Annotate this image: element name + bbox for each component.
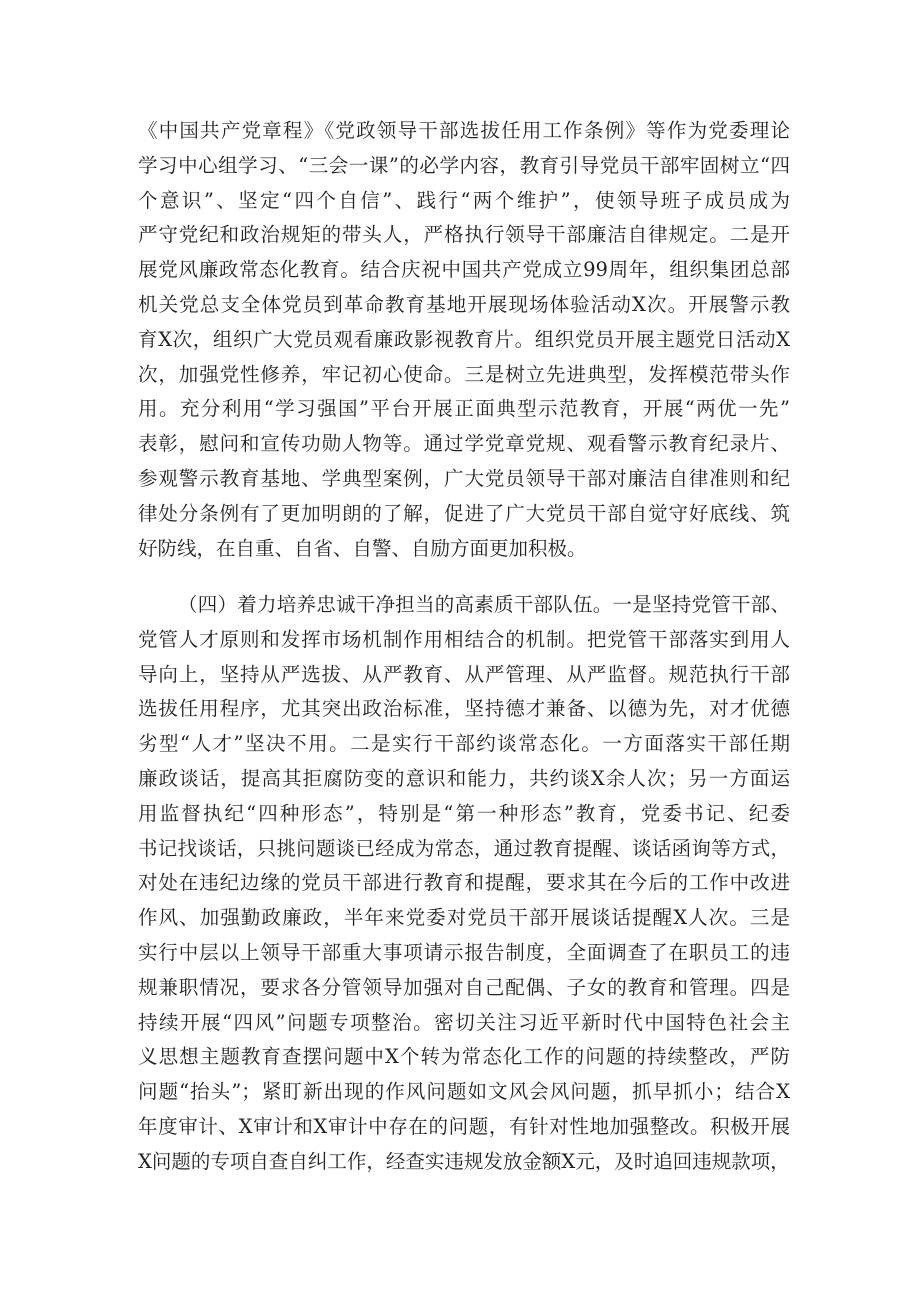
text-line: X问题的专项自查自纠工作，经查实违规发放金额X元，及时追回违规款项，	[138, 1149, 790, 1173]
text-line: 好防线，在自重、自省、自警、自励方面更加积极。	[138, 536, 587, 560]
text-line: 持续开展“四风”问题专项整治。密切关注习近平新时代中国特色社会主	[138, 1010, 790, 1034]
text-line: 年度审计、X审计和X审计中存在的问题，有针对性地加强整改。积极开展	[138, 1114, 790, 1138]
text-line: 表彰，慰问和宣传功勋人物等。通过学党章党规、观看警示教育纪录片、	[138, 432, 790, 456]
text-line: 规兼职情况，要求各分管领导加强对自己配偶、子女的教育和管理。四是	[138, 975, 790, 999]
text-line: 选拔任用程序，尤其突出政治标准，坚持德才兼备、以德为先，对才优德	[138, 697, 790, 721]
text-line: 党管人才原则和发挥市场机制作用相结合的机制。把党管干部落实到用人	[138, 627, 790, 651]
text-line: 展党风廉政常态化教育。结合庆祝中国共产党成立99周年，组织集团总部	[138, 258, 790, 282]
text-line: 《中国共产党章程》《党政领导干部选拔任用工作条例》等作为党委理论	[138, 119, 790, 142]
text-line: 导向上，坚持从严选拔、从严教育、从严管理、从严监督。规范执行干部	[138, 662, 790, 686]
text-line: 作风、加强勤政廉政，半年来党委对党员干部开展谈话提醒X人次。三是	[138, 906, 790, 930]
text-line: 参观警示教育基地、学典型案例，广大党员领导干部对廉洁自律准则和纪	[138, 466, 790, 490]
text-line: 个意识”、坚定“四个自信”、践行“两个维护”，使领导班子成员成为	[138, 188, 790, 212]
text-line: 育X次，组织广大党员观看廉政影视教育片。组织党员开展主题党日活动X	[138, 327, 790, 351]
paragraph-party-education	[138, 114, 790, 566]
text-line: 严守党纪和政治规矩的带头人，严格执行领导干部廉洁自律规定。二是开	[138, 223, 790, 247]
text-line: （四）着力培养忠诚干净担当的高素质干部队伍。一是坚持党管干部、	[178, 593, 790, 616]
text-line: 问题“抬头”；紧盯新出现的作风问题如文风会风问题，抓早抓小；结合X	[138, 1080, 790, 1104]
text-line: 次，加强党性修养，牢记初心使命。三是树立先进典型，发挥模范带头作	[138, 362, 790, 386]
text-line: 学习中心组学习、“三会一课”的必学内容，教育引导党员干部牢固树立“四	[138, 153, 790, 177]
text-line: 用监督执纪“四种形态”，特别是“第一种形态”教育，党委书记、纪委	[138, 801, 790, 825]
text-line: 对处在违纪边缘的党员干部进行教育和提醒，要求其在今后的工作中改进	[138, 871, 790, 895]
text-line: 实行中层以上领导干部重大事项请示报告制度，全面调查了在职员工的违	[138, 940, 790, 964]
paragraph-cadre-team	[138, 588, 790, 1180]
text-line: 劣型“人才”坚决不用。二是实行干部约谈常态化。一方面落实干部任期	[138, 732, 790, 756]
text-line: 书记找谈话，只挑问题谈已经成为常态，通过教育提醒、谈话函询等方式，	[138, 836, 790, 860]
text-line: 廉政谈话，提高其拒腐防变的意识和能力，共约谈X余人次；另一方面运	[138, 766, 790, 790]
text-line: 用。充分利用“学习强国”平台开展正面典型示范教育，开展“两优一先”	[138, 397, 790, 421]
text-line: 义思想主题教育查摆问题中X个转为常态化工作的问题的持续整改，严防	[138, 1045, 790, 1069]
text-line: 律处分条例有了更加明朗的了解，促进了广大党员干部自觉守好底线、筑	[138, 501, 790, 525]
text-line: 机关党总支全体党员到革命教育基地开展现场体验活动X次。开展警示教	[138, 292, 790, 316]
